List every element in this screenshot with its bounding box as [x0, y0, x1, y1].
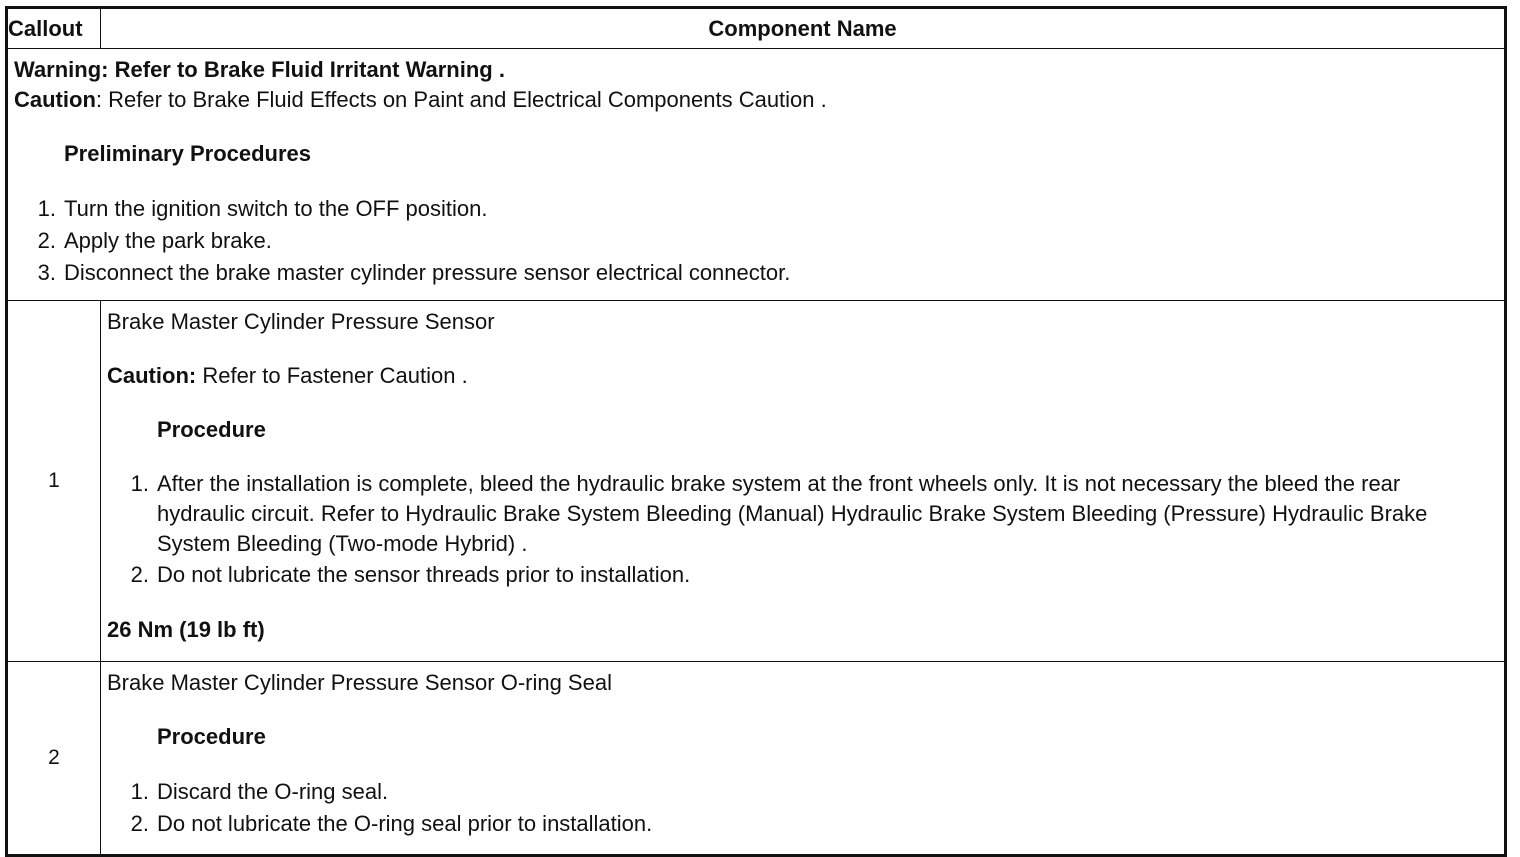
procedure-heading: Procedure — [157, 724, 266, 749]
component-name: Brake Master Cylinder Pressure Sensor — [107, 309, 495, 334]
list-item — [37, 225, 1504, 257]
table-row — [7, 662, 1506, 856]
step-text: Disconnect the brake master cylinder pressure sensor electrical connector. — [64, 260, 791, 285]
step-number: 2. — [130, 562, 149, 587]
step-text: Apply the park brake. — [64, 228, 272, 253]
warning-line — [14, 55, 1504, 85]
torque-spec: 26 Nm (19 lb ft) — [107, 617, 265, 642]
list-item — [130, 469, 1490, 559]
step-number: 3. — [37, 260, 56, 285]
component-name: Brake Master Cylinder Pressure Sensor O-ring Seal — [107, 670, 612, 695]
caution-link[interactable]: : Refer to Brake Fluid Effects on Paint and Electrical Components Caution . — [95, 87, 827, 112]
intro-row — [7, 49, 1506, 301]
step-text: Turn the ignition switch to the OFF position. — [64, 196, 488, 221]
component-cell — [101, 301, 1506, 662]
component-cell — [101, 662, 1506, 856]
intro-cell — [7, 49, 1506, 301]
list-item — [37, 257, 1504, 289]
warning-label: Warning: — [14, 57, 109, 82]
preliminary-heading: Preliminary Procedures — [64, 141, 312, 166]
list-item — [130, 559, 1490, 591]
header-component-name: Component Name — [101, 8, 1506, 49]
procedure-heading: Procedure — [157, 417, 266, 442]
fastener-caution-link[interactable]: Refer to Fastener Caution . — [202, 363, 468, 388]
step-text: Do not lubricate the sensor threads prior to installation. — [157, 562, 691, 587]
callout-number: 1 — [7, 301, 101, 662]
step-text: Do not lubricate the O-ring seal prior to installation. — [157, 811, 653, 836]
fastener-caution-line — [107, 361, 1490, 391]
header-callout: Callout — [7, 8, 101, 49]
table-row — [7, 301, 1506, 662]
list-item — [130, 776, 1490, 808]
step-number: 1. — [130, 779, 149, 804]
step-number: 2. — [130, 811, 149, 836]
list-item — [37, 193, 1504, 225]
callout-number: 2 — [7, 662, 101, 856]
procedure-steps — [107, 776, 1490, 840]
step-text: Discard the O-ring seal. — [157, 779, 389, 804]
caution-label: Caution — [14, 87, 96, 112]
step-text: After the installation is complete, bleed the hydraulic brake system at the front wheels only. It is not necessary the bleed the rear hydraulic circuit. Refer to Hydraulic Brake System Bleeding (Manual) Hydraulic Brake System Bleeding (Pressure) Hydraulic Brake System Bleeding (Two-mode Hybrid) . — [157, 471, 1428, 556]
caution-line — [14, 85, 1504, 115]
step-number: 1. — [130, 471, 149, 496]
component-table — [5, 6, 1507, 857]
step-number: 2. — [37, 228, 56, 253]
caution-label: Caution: — [107, 363, 197, 388]
procedure-steps — [107, 469, 1490, 591]
step-number: 1. — [37, 196, 56, 221]
list-item — [130, 808, 1490, 840]
table-header-row — [7, 8, 1506, 49]
preliminary-steps — [14, 193, 1504, 289]
warning-link[interactable]: Refer to Brake Fluid Irritant Warning . — [114, 57, 505, 82]
